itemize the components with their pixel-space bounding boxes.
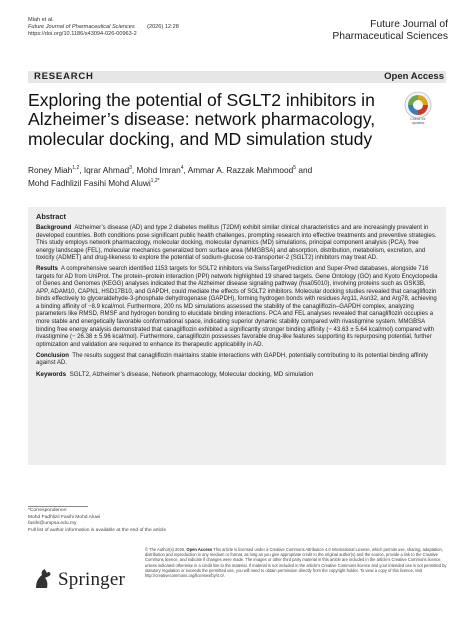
author-name: Iqrar Ahmad [83, 164, 130, 175]
abstract-content [36, 212, 438, 382]
check-for-updates-label: Check for updates [410, 117, 426, 126]
divider [28, 506, 88, 507]
journal-name: Future Journal of Pharmaceutical Sciences [332, 19, 448, 43]
abstract-results: Results A comprehensive search identified 1153 targets for SGLT2 inhibitors via SwissTargetPrediction and Super-Pred databases, alongside 716 targets for AD from UniProt. The protein–protein interaction (PPI) network highlighted 19 shared targets. Gene Ontology (GO) and Kyoto Encyclopedia of Genes and Genomes (KEGG) analyses indicated that the Alzheimer disease signaling pathway (hsa05010), involving proteins such as GSK3B, APP, ADAM10, CAPN1, HSD17B10, and GAPDH, could mediate the effects of SGLT2 inhibitors. Molecular docking studies revealed that canagliflozin binds effectively to glyceraldehyde-3-phosphate dehydrogenase (GAPDH), forming hydrogen bonds with residues Arg11, Asn32, and Arg78, achieving a binding affinity of −8.9 kcal/mol. Furthermore, 200 ns MD simulations assessed the stability of the canagliflozin–GAPDH complex, analyzing parameters like RMSD, RMSF and hydrogen bonding to elucidate binding interactions. PCA and FEL analyses revealed that canagliflozin occupies a more stable and energetically favorable conformational space, indicating superior dynamic stability compared with rivastigmine system. MMGBSA binding free energy analysis demonstrated that canagliflozin exhibited a significantly stronger binding affinity (− 43.63 ± 5.64 kcal/mol) compared with rivastigmine (− 26.38 ± 5.96 kcal/mol). Furthermore, canagliflozin possesses favorable drug-like features supporting its repurposing potential, further optimization and validation are required to enhance its therapeutic applicability in AD. [36, 266, 438, 348]
author-name: Roney Miah [28, 164, 73, 175]
check-for-updates-icon[interactable] [404, 91, 432, 119]
article-title: Exploring the potential of SGLT2 inhibitors in Alzheimer’s disease: network pharmacology, molecular docking, and MD simulation study [28, 90, 376, 149]
journal-citation: Future Journal of Pharmaceutical Sciences (2026) 12:28 [28, 24, 179, 31]
abstract-heading: Abstract [36, 212, 66, 221]
keywords: Keywords SGLT2, Alzheimer’s disease, Network pharmacology, Molecular docking, MD simulation [36, 371, 314, 379]
article-type-label: RESEARCH [34, 71, 94, 82]
publisher-logo-text: Springer [58, 569, 126, 590]
author-name: Mohd Imran [136, 164, 181, 175]
open-access-label: Open Access [384, 71, 444, 82]
license-text: © The Author(s) 2026. Open Access This article is licensed under a Creative Commons Attribution 4.0 International License, which permits use, sharing, adaptation, distribution and reproduction in any medium or format, as long as you give appropriate credit to the original author(s) and the source, provide a link to the Creative Commons licence, and indicate if changes were made. The images or other third party material in this article are included in the article’s Creative Commons licence, unless indicated otherwise in a credit line to the material. If material is not included in the article’s Creative Commons licence and your intended use is not permitted by statutory regulation or exceeds the permitted use, you will need to obtain permission directly from the copyright holder. To view a copy of this licence, visit http://creativecommons.org/licenses/by/4.0/. [145, 547, 447, 579]
doi-link[interactable]: https://doi.org/10.1186/s43094-026-00963-2 [28, 31, 137, 38]
author-short: Miah et al. [28, 17, 54, 23]
correspondence: *Correspondence: Mohd Fadhlizil Fasihi Mohd Aluwi fasihi@umpsa.edu.my Full list of author information is available at the end of the article [28, 508, 268, 534]
author-name: Ammar A. Razzak Mahmood [187, 164, 294, 175]
author-list: Roney Miah$^{1,2}$, Iqrar Ahmad$^3$, Mohd Imran$^4$, Ammar A. Razzak Mahmood$^5$ and Mohd Fadhlizil Fasihi Mohd Aluwi$^{1,2*}$ [28, 164, 313, 188]
correspondence-email[interactable]: fasihi@umpsa.edu.my [28, 521, 77, 527]
abstract-background: Background Alzheimer’s disease (AD) and type 2 diabetes mellitus (T2DM) exhibit similar clinical characteristics and are increasingly prevalent in developed countries. Both conditions pose significant public health challenges, prompting research into effective treatments and preventive strategies. This study employs network pharmacology, molecular docking, molecular dynamics (MD) simulations, principal component analysis (PCA), free energy landscape (FEL), molecular mechanics generalized born surface area (MMGBSA) and absorption, distribution, metabolism, excretion, and toxicity (ADMET) and drug-likeness to explore the potential of sodium-glucose co-transporter-2 (SGLT2) inhibitors may treat AD. [36, 225, 437, 262]
running-header [28, 17, 179, 39]
springer-horse-icon [30, 566, 56, 592]
author-name: Mohd Fadhlizil Fasihi Mohd Aluwi [28, 177, 151, 188]
abstract-conclusion: Conclusion The results suggest that canagliflozin maintains stable interactions with GAPDH, potentially contributing to its potential binding affinity against AD. [36, 352, 429, 367]
